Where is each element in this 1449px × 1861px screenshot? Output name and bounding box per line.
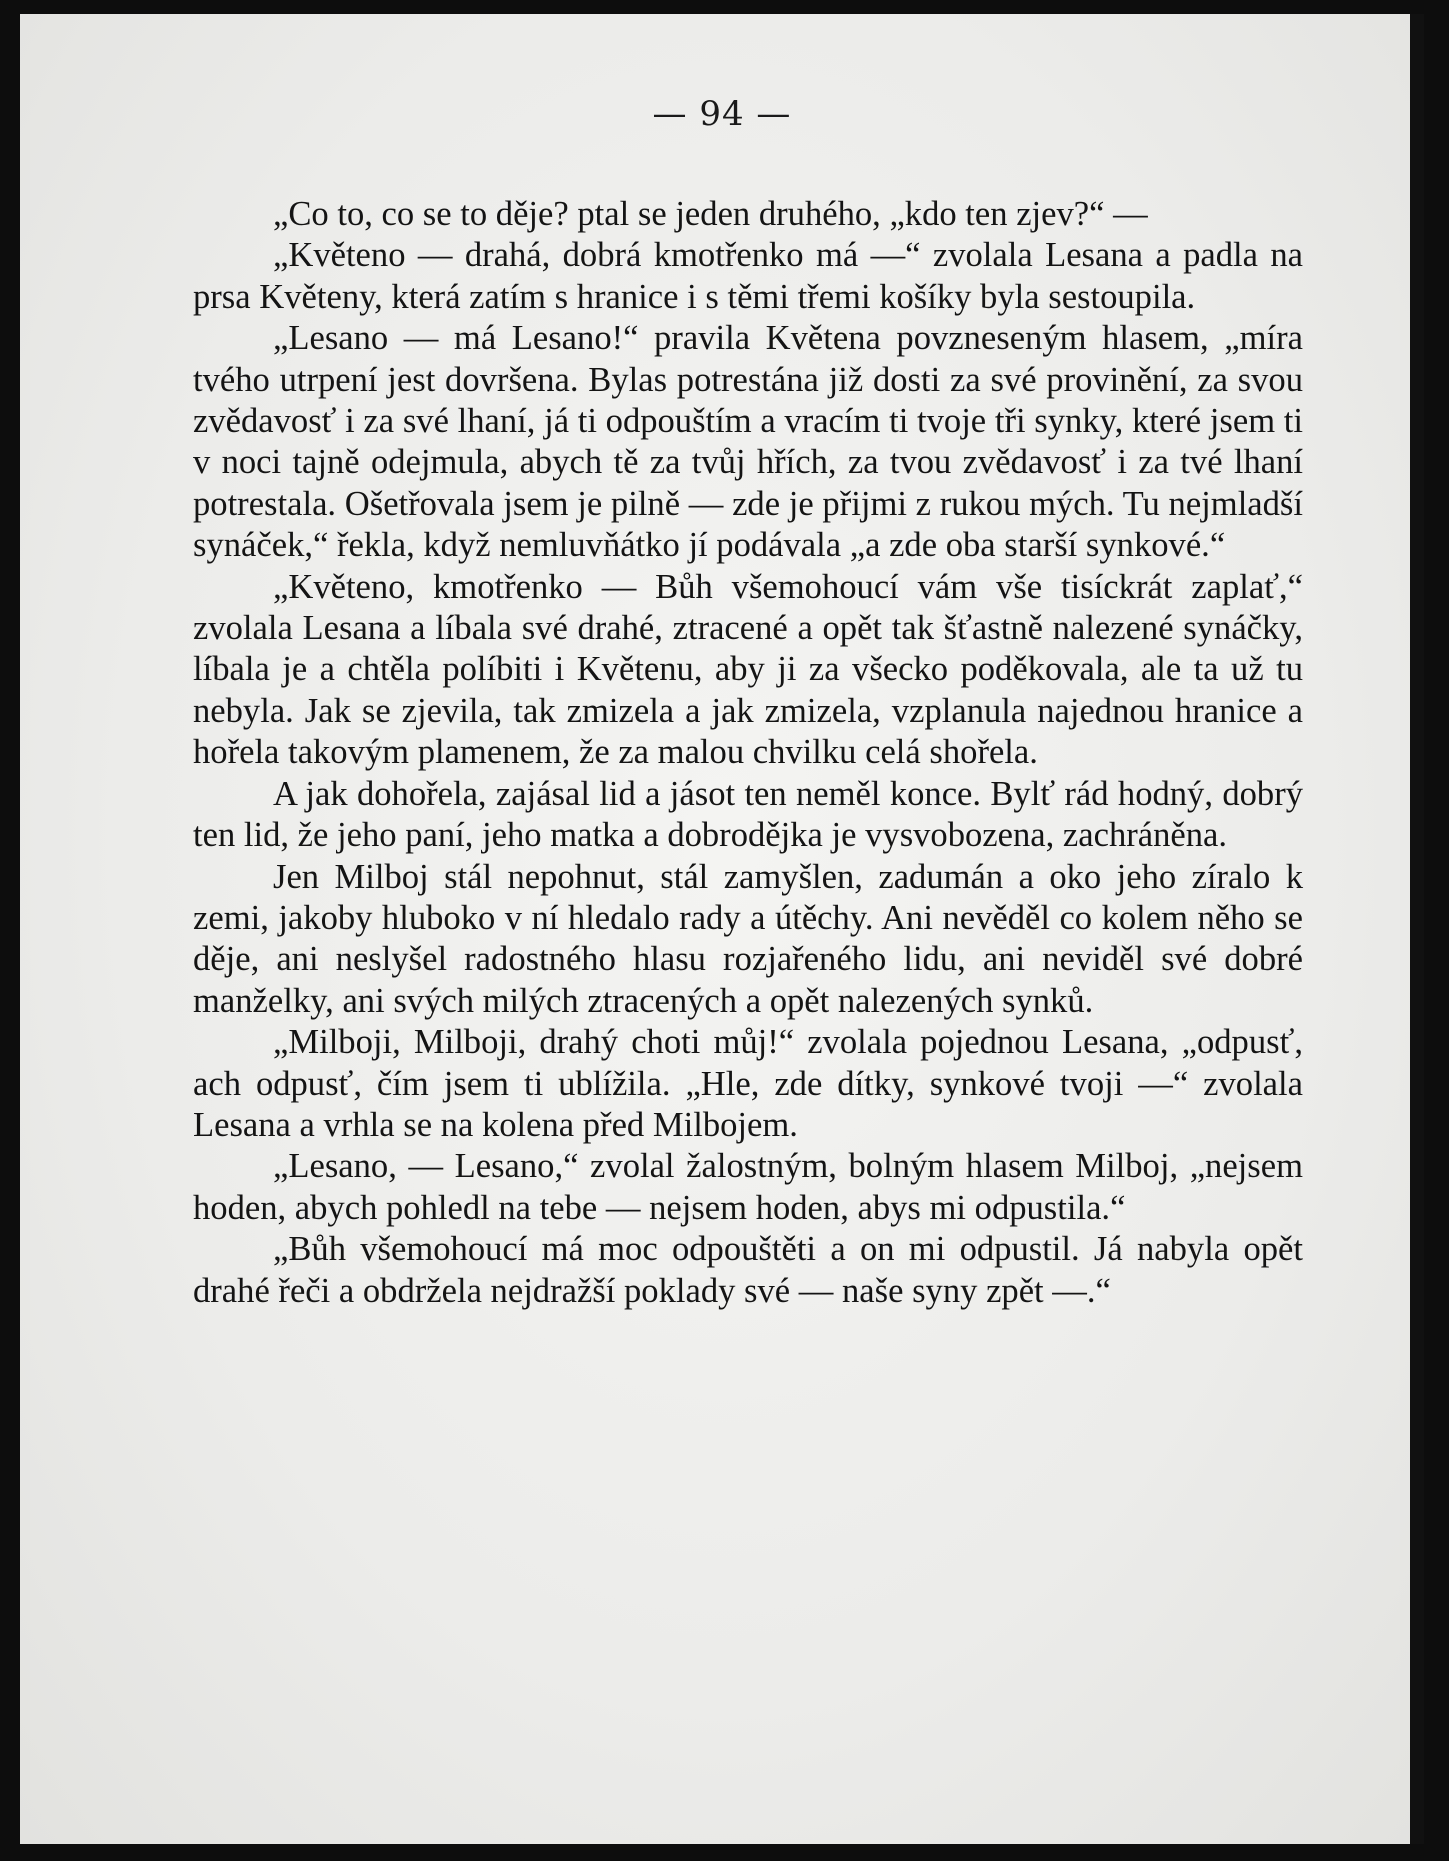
paragraph: Jen Milboj stál nepohnut, stál zamyšlen, zadumán a oko jeho zíralo k zemi, jakoby hluboko v ní hledalo rady a útěchy. Ani nevěděl co kolem něho se děje, ani neslyšel radostného hlasu rozjařeného lidu, ani neviděl své dobré manželky, ani svých milých ztracených a opět nalezených synků. — [193, 857, 1303, 1020]
paragraph: „Co to, co se to děje? ptal se jeden druhého, „kdo ten zjev?“ — — [273, 195, 1148, 233]
paragraph: „Květeno — drahá, dobrá kmotřenko má —“ zvolala Lesana a padla na prsa Květeny, která zatím s hranice i s těmi třemi košíky byla sestoupila. — [193, 236, 1303, 316]
paragraph: „Bůh všemohoucí má moc odpouštěti a on mi odpustil. Já nabyla opět drahé řeči a obdržela nejdražší poklady své — naše syny zpět —.“ — [193, 1230, 1303, 1310]
paragraph: „Milboji, Milboji, drahý choti můj!“ zvolala pojednou Lesana, „odpusť, ach odpusť, čím jsem ti ublížila. „Hle, zde dítky, synkové tvoji —“ zvolala Lesana a vrhla se na kolena před Milbojem. — [193, 1023, 1303, 1144]
paragraph: „Lesano — má Lesano!“ pravila Květena povzneseným hlasem, „míra tvého utrpení jest dovršena. Bylas potrestána již dosti za své provinění, za svou zvědavosť i za své lhaní, já ti odpouštím a vracím ti tvoje tři synky, které jsem ti v noci tajně odejmula, abych tě za tvůj hřích, za tvou zvědavosť i za tvé lhaní potrestala. Ošetřovala jsem je pilně — zde je přijmi z rukou mých. Tu nejmladší synáček,“ řekla, když nemluvňátko jí podávala „a zde oba starší synkové.“ — [193, 319, 1303, 565]
paragraph: „Květeno, kmotřenko — Bůh všemohoucí vám vše tisíckrát zaplať,“ zvolala Lesana a líbala své drahé, ztracené a opět tak šťastně nalezené synáčky, líbala je a chtěla políbiti i Květenu, aby ji za všecko poděkovala, ale ta už tu nebyla. Jak se zjevila, tak zmizela a jak zmizela, vzplanula najednou hranice a hořela takovým plamenem, že za malou chvilku celá shořela. — [193, 567, 1303, 772]
body-text — [193, 194, 1303, 1312]
paragraph: A jak dohořela, zajásal lid a jásot ten neměl konce. Bylť rád hodný, dobrý ten lid, že jeho paní, jeho matka a dobroděјka je vysvobozena, zachráněna. — [193, 774, 1303, 855]
page-number: — 94 — — [652, 94, 792, 134]
page-edge-shadow — [1410, 14, 1424, 1844]
paragraph: „Lesano, — Lesano,“ zvolal žalostným, bolným hlasem Milboj, „nejsem hoden, abych pohledl na tebe — nejsem hoden, abys mi odpustila.“ — [193, 1147, 1303, 1227]
book-page — [20, 14, 1424, 1844]
